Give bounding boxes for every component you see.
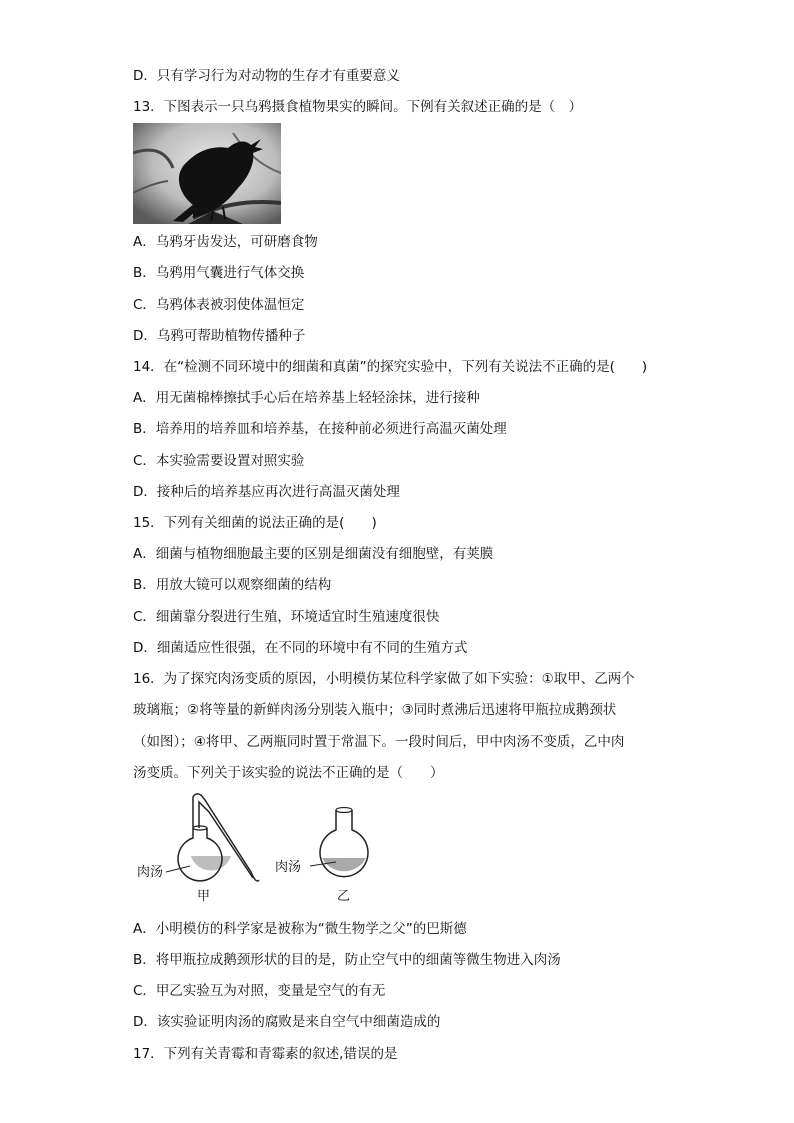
flask-yi <box>310 808 368 877</box>
question-16-option-c: C．甲乙实验互为对照，变量是空气的有无 <box>133 983 386 999</box>
question-13-option-a: A．乌鸦牙齿发达，可研磨食物 <box>133 234 318 250</box>
question-16-option-d: D．该实验证明肉汤的腐败是来自空气中细菌造成的 <box>133 1014 441 1030</box>
question-17-stem: 17．下列有关青霉和青霉素的叙述,错误的是 <box>133 1046 398 1062</box>
question-14-stem: 14．在“检测不同环境中的细菌和真菌”的探究实验中，下列有关说法不正确的是( ) <box>133 359 648 375</box>
question-16-stem-line1: 16．为了探究肉汤变质的原因，小明模仿某位科学家做了如下实验：①取甲、乙两个 <box>133 671 635 687</box>
flask-diagram <box>133 792 403 904</box>
question-15-stem: 15．下列有关细菌的说法正确的是( ) <box>133 515 377 531</box>
question-13-stem: 13．下图表示一只乌鸦摄食植物果实的瞬间。下例有关叙述正确的是（ ） <box>133 99 583 115</box>
question-16-option-b: B．将甲瓶拉成鹅颈形状的目的是，防止空气中的细菌等微生物进入肉汤 <box>133 952 561 968</box>
question-14-option-a: A．用无菌棉棒擦拭手心后在培养基上轻轻涂抹，进行接种 <box>133 390 480 406</box>
crow-photo <box>133 123 281 224</box>
flask-jia <box>166 794 259 881</box>
question-14-option-d: D．接种后的培养基应再次进行高温灭菌处理 <box>133 484 400 500</box>
flask-jia-broth-label: 肉汤 <box>137 865 164 880</box>
question-16-stem-line3: （如图）；④将甲、乙两瓶同时置于常温下。一段时间后，甲中肉汤不变质，乙中肉 <box>133 734 625 750</box>
question-16-option-a: A．小明模仿的科学家是被称为“微生物学之父”的巴斯德 <box>133 921 467 937</box>
question-15-option-b: B．用放大镜可以观察细菌的结构 <box>133 577 332 593</box>
question-15-option-d: D．细菌适应性很强，在不同的环境中有不同的生殖方式 <box>133 640 468 656</box>
question-d12: D．只有学习行为对动物的生存才有重要意义 <box>133 68 400 84</box>
question-13-option-c: C．乌鸦体表被羽使体温恒定 <box>133 297 305 313</box>
flask-jia-label: 甲 <box>197 889 211 904</box>
question-13-option-d: D．乌鸦可帮助植物传播种子 <box>133 328 306 344</box>
question-14-option-c: C．本实验需要设置对照实验 <box>133 453 305 469</box>
question-13-option-b: B．乌鸦用气囊进行气体交换 <box>133 265 305 281</box>
question-16-stem-line2: 玻璃瓶；②将等量的新鲜肉汤分别装入瓶中；③同时煮沸后迅速将甲瓶拉成鹅颈状 <box>133 702 617 718</box>
question-15-option-c: C．细菌靠分裂进行生殖，环境适宜时生殖速度很快 <box>133 609 440 625</box>
question-16-stem-line4: 汤变质。下列关于该实验的说法不正确的是（ ） <box>133 765 444 781</box>
flask-yi-label: 乙 <box>337 889 351 904</box>
question-15-option-a: A．细菌与植物细胞最主要的区别是细菌没有细胞壁，有荚膜 <box>133 546 494 562</box>
question-14-option-b: B．培养用的培养皿和培养基，在接种前必须进行高温灭菌处理 <box>133 421 507 437</box>
flask-yi-broth-label: 肉汤 <box>275 860 302 875</box>
